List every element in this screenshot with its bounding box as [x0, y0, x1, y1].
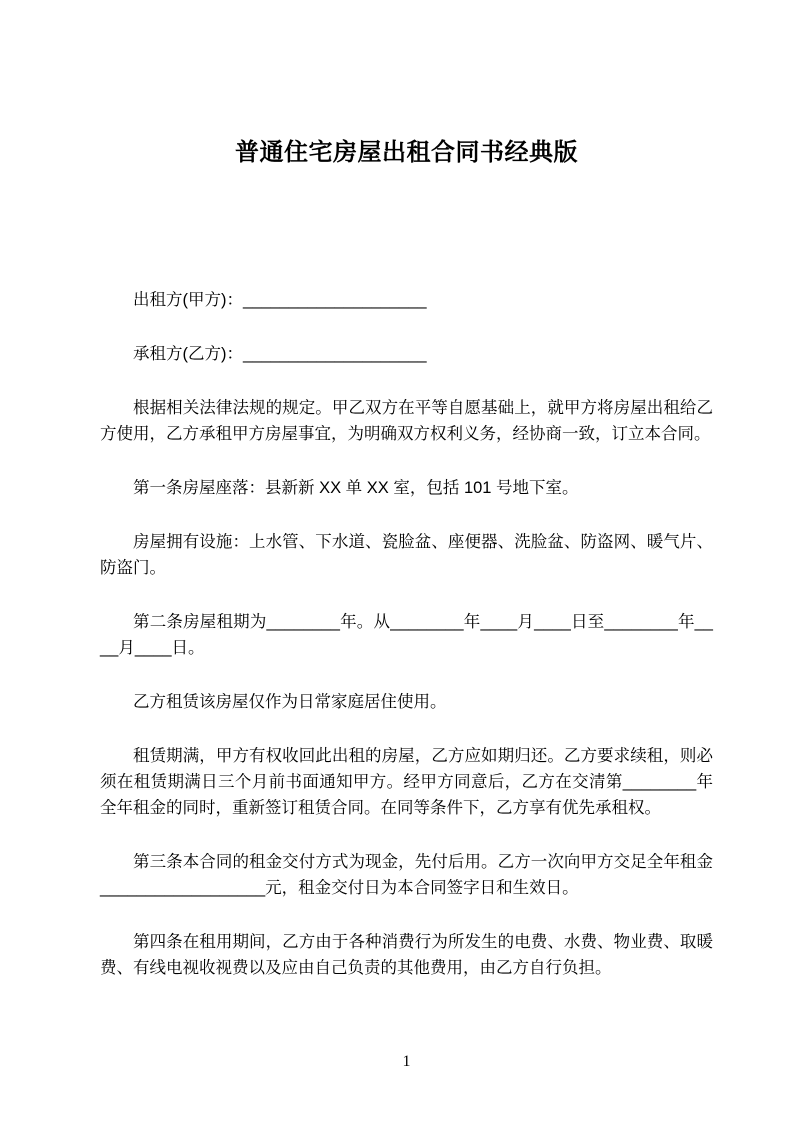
article-2-lease-term-paragraph: 第二条房屋租期为________年。从________年____月____日至________年____月____日。: [100, 613, 713, 657]
document-title: 普通住宅房屋出租合同书经典版: [235, 139, 578, 166]
page-number: 1: [402, 1053, 411, 1070]
article-3-rent-payment-paragraph: 第三条本合同的租金交付方式为现金，先付后用。乙方一次向甲方交足全年租金__________________元，租金交付日为本合同签字日和生效日。: [100, 853, 713, 897]
party-b-lessee-line: 承租方(乙方)：____________________: [133, 345, 427, 363]
facilities-paragraph: 房屋拥有设施：上水管、下水道、瓷脸盆、座便器、洗脸盆、防盗网、暖气片、防盗门。: [100, 533, 713, 577]
preamble-paragraph: 根据相关法律法规的规定。甲乙双方在平等自愿基础上，就甲方将房屋出租给乙方使用，乙方承租甲方房屋事宜，为明确双方权利义务，经协商一致，订立本合同。: [100, 399, 713, 443]
article-4-utility-fees-paragraph: 第四条在租用期间，乙方由于各种消费行为所发生的电费、水费、物业费、取暖费、有线电视收视费以及应由自己负责的其他费用，由乙方自行负担。: [100, 933, 713, 977]
party-a-lessor-line: 出租方(甲方)：____________________: [133, 291, 427, 309]
usage-purpose-paragraph: 乙方租赁该房屋仅作为日常家庭居住使用。: [133, 693, 447, 711]
article-1-location-paragraph: 第一条房屋座落：县新新 XX 单 XX 室，包括 101 号地下室。: [133, 479, 579, 497]
renewal-terms-paragraph: 租赁期满，甲方有权收回此出租的房屋，乙方应如期归还。乙方要求续租，则必须在租赁期满日三个月前书面通知甲方。经甲方同意后，乙方在交清第________年全年租金的同时，重新签订租赁合同。在同等条件下，乙方享有优先承租权。: [100, 747, 713, 817]
